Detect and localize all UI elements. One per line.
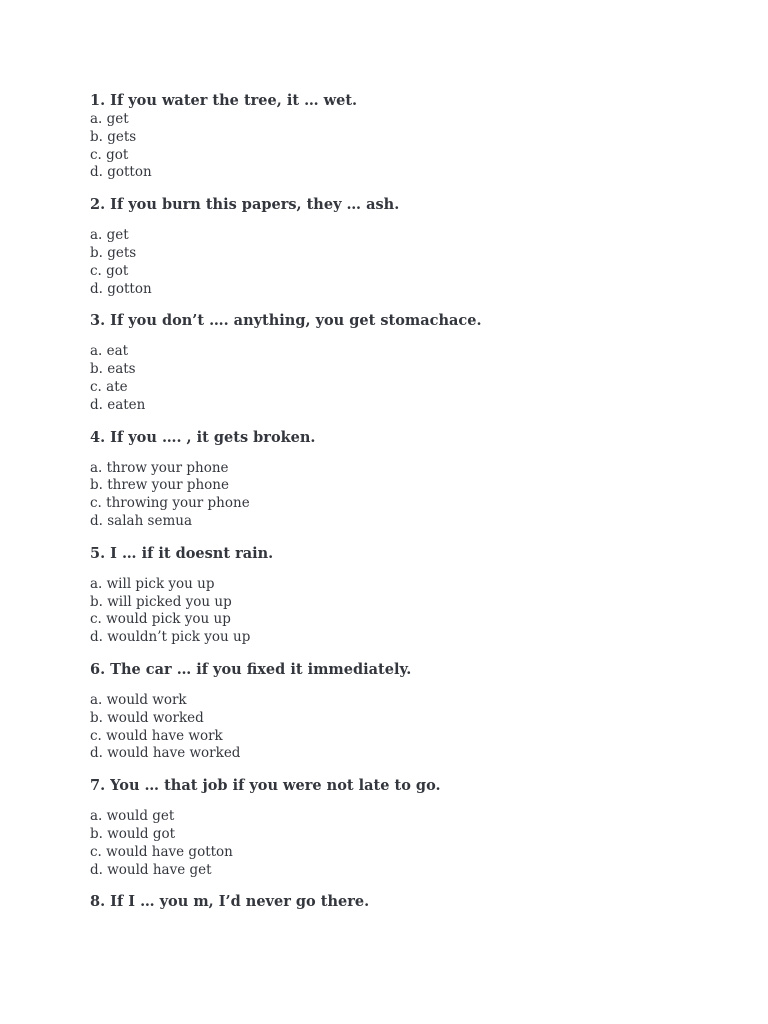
option-a: a. eat [90, 343, 129, 360]
question-2 [90, 194, 730, 298]
option-d: d. salah semua [90, 512, 193, 529]
option-d: d. wouldn’t pick you up [90, 629, 251, 646]
option-c: c. got [90, 262, 129, 279]
question-1-title: 1. If you water the tree, it … wet. [90, 92, 358, 109]
question-4 [90, 427, 730, 531]
quiz-page [90, 90, 730, 912]
question-6 [90, 659, 730, 763]
option-d: d. eaten [90, 396, 146, 413]
option-b: b. threw your phone [90, 477, 229, 494]
option-b: b. gets [90, 128, 137, 145]
question-7-options [90, 808, 730, 879]
question-6-title: 6. The car … if you fixed it immediately. [90, 660, 412, 678]
option-c: c. would pick you up [90, 611, 231, 628]
question-7 [90, 775, 730, 879]
question-6-options [90, 692, 730, 763]
option-a: a. will pick you up [90, 575, 215, 592]
option-a: a. get [90, 227, 129, 244]
option-c: c. throwing your phone [90, 495, 250, 512]
option-c: c. got [90, 146, 129, 163]
option-c: c. would have gotton [90, 843, 233, 860]
question-3 [90, 310, 730, 414]
option-a: a. throw your phone [90, 459, 229, 476]
option-d: d. would have get [90, 861, 212, 878]
option-a: a. would work [90, 691, 187, 708]
question-5-title: 5. I … if it doesnt rain. [90, 544, 274, 562]
question-8-title: 8. If I … you m, I’d never go there. [90, 893, 370, 911]
option-b: b. would got [90, 825, 176, 842]
question-8 [90, 891, 730, 912]
option-a: a. get [90, 111, 129, 127]
question-4-title: 4. If you …. , it gets broken. [90, 428, 316, 446]
option-c: c. would have work [90, 727, 223, 744]
question-1-options [90, 111, 730, 182]
option-d: d. gotton [90, 280, 152, 297]
option-b: b. gets [90, 244, 137, 261]
question-5 [90, 543, 730, 647]
question-2-options [90, 227, 730, 298]
question-3-options [90, 343, 730, 414]
option-d: d. gotton [90, 164, 152, 181]
question-5-options [90, 576, 730, 647]
option-b: b. eats [90, 361, 136, 378]
option-d: d. would have worked [90, 745, 241, 762]
option-b: b. will picked you up [90, 593, 232, 610]
option-b: b. would worked [90, 709, 204, 726]
question-1 [90, 90, 730, 182]
question-2-title: 2. If you burn this papers, they … ash. [90, 196, 400, 214]
option-a: a. would get [90, 808, 175, 825]
question-3-title: 3. If you don’t …. anything, you get stomachace. [90, 312, 482, 330]
question-7-title: 7. You … that job if you were not late to go. [90, 777, 441, 795]
option-c: c. ate [90, 378, 128, 395]
question-4-options [90, 460, 730, 531]
